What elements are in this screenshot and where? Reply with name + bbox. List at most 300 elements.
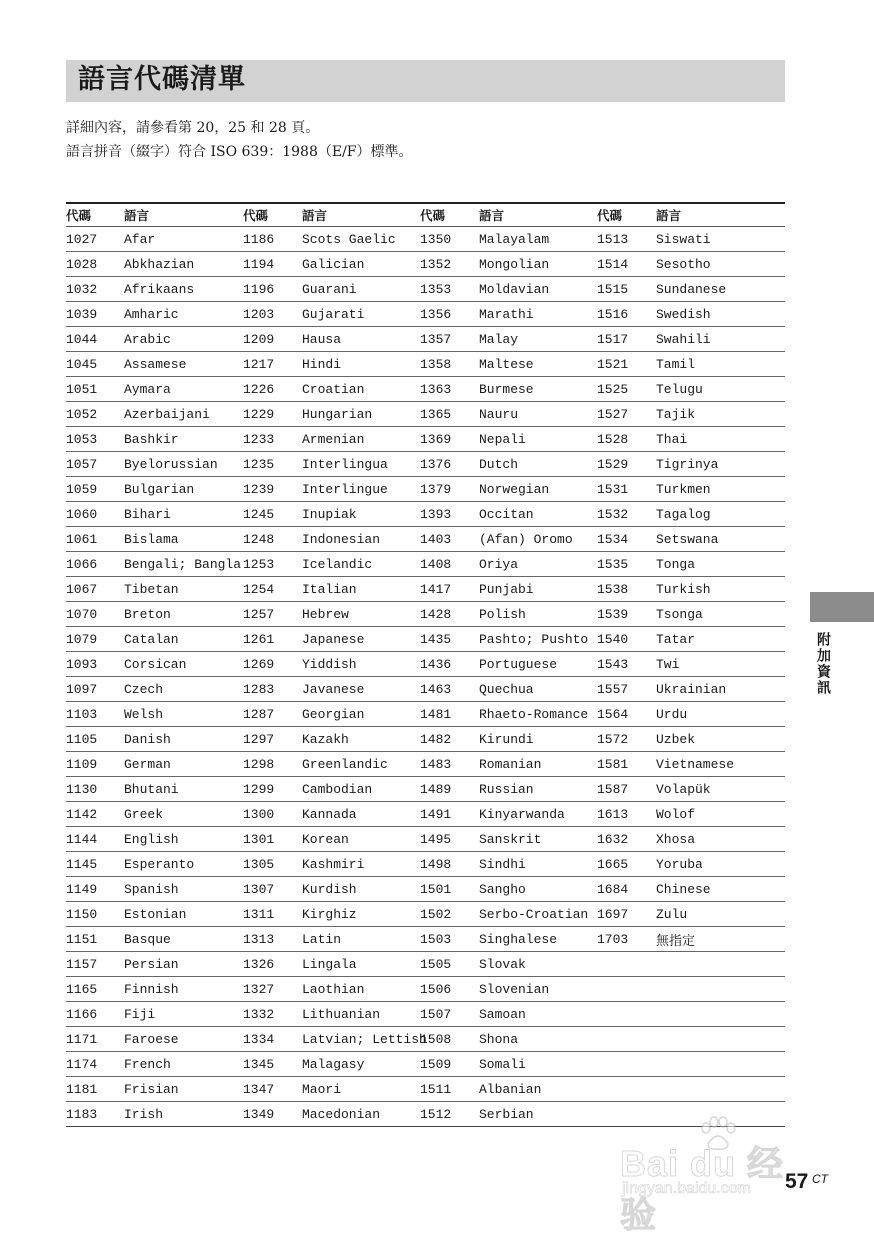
code-cell: 1093	[66, 652, 124, 677]
language-cell: Interlingue	[302, 477, 420, 502]
code-cell: 1203	[243, 302, 302, 327]
table-row	[66, 327, 785, 352]
code-cell: 1531	[597, 477, 656, 502]
table-row	[66, 277, 785, 302]
language-cell: Abkhazian	[124, 252, 243, 277]
code-cell: 1506	[420, 977, 479, 1002]
code-cell: 1298	[243, 752, 302, 777]
language-cell: Tonga	[656, 552, 785, 577]
table-body	[66, 227, 785, 1127]
code-cell: 1697	[597, 902, 656, 927]
code-cell	[597, 1027, 656, 1052]
language-cell: Bislama	[124, 527, 243, 552]
header-language: 語言	[479, 203, 597, 227]
language-cell: Shona	[479, 1027, 597, 1052]
code-cell: 1194	[243, 252, 302, 277]
language-cell: Icelandic	[302, 552, 420, 577]
code-cell: 1525	[597, 377, 656, 402]
watermark-url: jingyan.baidu.com	[622, 1180, 751, 1197]
language-cell: Norwegian	[479, 477, 597, 502]
language-cell: Maltese	[479, 352, 597, 377]
code-cell: 1326	[243, 952, 302, 977]
language-cell: Yiddish	[302, 652, 420, 677]
table-row	[66, 727, 785, 752]
code-cell: 1481	[420, 702, 479, 727]
language-cell: Occitan	[479, 502, 597, 527]
code-cell: 1109	[66, 752, 124, 777]
code-cell: 1028	[66, 252, 124, 277]
language-cell: 無指定	[656, 927, 785, 952]
language-cell: Faroese	[124, 1027, 243, 1052]
code-cell: 1538	[597, 577, 656, 602]
code-cell: 1581	[597, 752, 656, 777]
code-cell: 1511	[420, 1077, 479, 1102]
language-cell: Wolof	[656, 802, 785, 827]
table-row	[66, 852, 785, 877]
code-cell: 1229	[243, 402, 302, 427]
code-cell: 1044	[66, 327, 124, 352]
language-cell: Byelorussian	[124, 452, 243, 477]
language-cell: Tatar	[656, 627, 785, 652]
code-cell: 1145	[66, 852, 124, 877]
code-cell: 1428	[420, 602, 479, 627]
code-cell: 1572	[597, 727, 656, 752]
code-cell: 1352	[420, 252, 479, 277]
page-title: 語言代碼清單	[78, 64, 246, 95]
code-cell: 1196	[243, 277, 302, 302]
code-cell: 1332	[243, 1002, 302, 1027]
language-cell: Maori	[302, 1077, 420, 1102]
code-cell: 1528	[597, 427, 656, 452]
language-cell: Tsonga	[656, 602, 785, 627]
language-cell: Russian	[479, 777, 597, 802]
table-row	[66, 352, 785, 377]
language-cell: Sanskrit	[479, 827, 597, 852]
header-code: 代碼	[597, 203, 656, 227]
code-cell: 1463	[420, 677, 479, 702]
language-cell: Afar	[124, 227, 243, 252]
table-row	[66, 952, 785, 977]
language-cell: Malagasy	[302, 1052, 420, 1077]
language-cell: Kirghiz	[302, 902, 420, 927]
code-cell: 1079	[66, 627, 124, 652]
language-cell: Punjabi	[479, 577, 597, 602]
language-cell: Afrikaans	[124, 277, 243, 302]
language-cell: (Afan) Oromo	[479, 527, 597, 552]
language-cell: Tigrinya	[656, 452, 785, 477]
code-cell: 1053	[66, 427, 124, 452]
language-cell: Inupiak	[302, 502, 420, 527]
language-cell: Bhutani	[124, 777, 243, 802]
table-row	[66, 827, 785, 852]
language-cell: Ukrainian	[656, 677, 785, 702]
language-cell	[656, 1052, 785, 1077]
code-cell: 1130	[66, 777, 124, 802]
language-cell: Azerbaijani	[124, 402, 243, 427]
table-row	[66, 527, 785, 552]
language-cell: Laothian	[302, 977, 420, 1002]
code-cell: 1665	[597, 852, 656, 877]
language-cell: Guarani	[302, 277, 420, 302]
table-row	[66, 227, 785, 252]
language-cell: Zulu	[656, 902, 785, 927]
language-cell: Armenian	[302, 427, 420, 452]
code-cell: 1305	[243, 852, 302, 877]
language-cell: Tagalog	[656, 502, 785, 527]
code-cell: 1186	[243, 227, 302, 252]
language-cell: German	[124, 752, 243, 777]
code-cell: 1535	[597, 552, 656, 577]
table-row	[66, 252, 785, 277]
code-cell: 1057	[66, 452, 124, 477]
language-cell: Macedonian	[302, 1102, 420, 1127]
language-cell: Estonian	[124, 902, 243, 927]
language-cell: Sangho	[479, 877, 597, 902]
table-header-row	[66, 203, 785, 227]
header-code: 代碼	[420, 203, 479, 227]
code-cell: 1239	[243, 477, 302, 502]
code-cell: 1301	[243, 827, 302, 852]
table-row	[66, 652, 785, 677]
section-tab-label: 附加資訊	[815, 632, 831, 696]
language-cell: Rhaeto-Romance	[479, 702, 597, 727]
code-cell: 1489	[420, 777, 479, 802]
language-cell: Swahili	[656, 327, 785, 352]
table-row	[66, 627, 785, 652]
page-number-suffix: CT	[812, 1172, 828, 1186]
table-row	[66, 702, 785, 727]
code-cell: 1435	[420, 627, 479, 652]
code-cell: 1235	[243, 452, 302, 477]
language-cell: Finnish	[124, 977, 243, 1002]
language-cell: Basque	[124, 927, 243, 952]
code-cell: 1345	[243, 1052, 302, 1077]
code-cell: 1166	[66, 1002, 124, 1027]
language-cell: Quechua	[479, 677, 597, 702]
header-language: 語言	[302, 203, 420, 227]
table-row	[66, 502, 785, 527]
language-cell: Dutch	[479, 452, 597, 477]
code-cell: 1357	[420, 327, 479, 352]
language-cell: Sindhi	[479, 852, 597, 877]
code-cell: 1529	[597, 452, 656, 477]
table-row	[66, 927, 785, 952]
language-cell: Esperanto	[124, 852, 243, 877]
code-cell: 1059	[66, 477, 124, 502]
language-cell: Hindi	[302, 352, 420, 377]
language-cell: Javanese	[302, 677, 420, 702]
code-cell: 1253	[243, 552, 302, 577]
language-cell: French	[124, 1052, 243, 1077]
table-row	[66, 752, 785, 777]
language-cell: Kashmiri	[302, 852, 420, 877]
code-cell: 1157	[66, 952, 124, 977]
language-cell: Swedish	[656, 302, 785, 327]
code-cell: 1245	[243, 502, 302, 527]
table-row	[66, 802, 785, 827]
code-cell: 1632	[597, 827, 656, 852]
table-row	[66, 302, 785, 327]
language-cell: Slovenian	[479, 977, 597, 1002]
language-cell: Twi	[656, 652, 785, 677]
header-language: 語言	[124, 203, 243, 227]
code-cell: 1512	[420, 1102, 479, 1127]
language-cell: Greenlandic	[302, 752, 420, 777]
table-row	[66, 1052, 785, 1077]
language-cell: Moldavian	[479, 277, 597, 302]
language-cell: Tibetan	[124, 577, 243, 602]
language-cell: Lithuanian	[302, 1002, 420, 1027]
code-cell: 1144	[66, 827, 124, 852]
code-cell: 1495	[420, 827, 479, 852]
language-cell: Amharic	[124, 302, 243, 327]
code-cell: 1183	[66, 1102, 124, 1127]
language-cell: Bihari	[124, 502, 243, 527]
code-cell: 1061	[66, 527, 124, 552]
code-cell	[597, 1077, 656, 1102]
code-cell: 1483	[420, 752, 479, 777]
language-cell: Telugu	[656, 377, 785, 402]
code-cell	[597, 1052, 656, 1077]
code-cell: 1353	[420, 277, 479, 302]
language-cell: Czech	[124, 677, 243, 702]
code-cell: 1527	[597, 402, 656, 427]
language-cell: Cambodian	[302, 777, 420, 802]
code-cell: 1039	[66, 302, 124, 327]
code-cell: 1587	[597, 777, 656, 802]
language-cell: Gujarati	[302, 302, 420, 327]
code-cell: 1365	[420, 402, 479, 427]
language-cell: Japanese	[302, 627, 420, 652]
language-cell: Welsh	[124, 702, 243, 727]
language-cell: Nauru	[479, 402, 597, 427]
language-cell: Lingala	[302, 952, 420, 977]
language-cell: Kannada	[302, 802, 420, 827]
language-cell: Sundanese	[656, 277, 785, 302]
code-cell: 1356	[420, 302, 479, 327]
language-cell	[656, 1027, 785, 1052]
table-row	[66, 977, 785, 1002]
page-number: 57	[785, 1170, 809, 1193]
code-cell: 1417	[420, 577, 479, 602]
code-cell: 1498	[420, 852, 479, 877]
code-cell: 1363	[420, 377, 479, 402]
code-cell: 1521	[597, 352, 656, 377]
language-cell: Siswati	[656, 227, 785, 252]
language-cell: Hausa	[302, 327, 420, 352]
language-cell: Danish	[124, 727, 243, 752]
code-cell: 1505	[420, 952, 479, 977]
code-cell: 1369	[420, 427, 479, 452]
language-cell: Somali	[479, 1052, 597, 1077]
language-cell: Sesotho	[656, 252, 785, 277]
watermark	[620, 1118, 820, 1235]
language-cell: Persian	[124, 952, 243, 977]
code-cell: 1027	[66, 227, 124, 252]
code-cell: 1300	[243, 802, 302, 827]
code-cell: 1539	[597, 602, 656, 627]
code-cell: 1514	[597, 252, 656, 277]
code-cell: 1376	[420, 452, 479, 477]
language-cell: Turkish	[656, 577, 785, 602]
language-cell: Indonesian	[302, 527, 420, 552]
language-cell: Oriya	[479, 552, 597, 577]
header-code: 代碼	[243, 203, 302, 227]
code-cell: 1532	[597, 502, 656, 527]
code-cell: 1403	[420, 527, 479, 552]
language-cell: Fiji	[124, 1002, 243, 1027]
language-cell	[656, 1077, 785, 1102]
code-cell: 1297	[243, 727, 302, 752]
language-cell: Marathi	[479, 302, 597, 327]
language-cell: Serbian	[479, 1102, 597, 1127]
language-cell: Singhalese	[479, 927, 597, 952]
code-cell: 1299	[243, 777, 302, 802]
code-cell: 1307	[243, 877, 302, 902]
table-row	[66, 452, 785, 477]
code-cell: 1066	[66, 552, 124, 577]
table-row	[66, 777, 785, 802]
code-cell: 1516	[597, 302, 656, 327]
language-cell: Hungarian	[302, 402, 420, 427]
language-cell: Turkmen	[656, 477, 785, 502]
code-cell: 1482	[420, 727, 479, 752]
language-cell: Albanian	[479, 1077, 597, 1102]
table-row	[66, 377, 785, 402]
code-cell: 1515	[597, 277, 656, 302]
language-cell: Romanian	[479, 752, 597, 777]
language-cell: Arabic	[124, 327, 243, 352]
watermark-main: Bai du 经验	[620, 1143, 785, 1235]
code-cell: 1248	[243, 527, 302, 552]
code-cell: 1070	[66, 602, 124, 627]
code-cell: 1217	[243, 352, 302, 377]
intro-line-2: 語言拼音（綴字）符合 ISO 639：1988（E/F）標準。	[66, 144, 413, 160]
code-cell: 1534	[597, 527, 656, 552]
language-cell: Georgian	[302, 702, 420, 727]
language-cell: Korean	[302, 827, 420, 852]
code-cell	[597, 952, 656, 977]
language-cell: Kazakh	[302, 727, 420, 752]
language-cell: Polish	[479, 602, 597, 627]
language-cell: Scots Gaelic	[302, 227, 420, 252]
language-cell: Galician	[302, 252, 420, 277]
code-cell: 1209	[243, 327, 302, 352]
table-row	[66, 477, 785, 502]
code-cell: 1150	[66, 902, 124, 927]
code-cell: 1151	[66, 927, 124, 952]
language-cell: Corsican	[124, 652, 243, 677]
code-cell: 1491	[420, 802, 479, 827]
table-row	[66, 1027, 785, 1052]
title-bar	[66, 60, 785, 102]
code-cell: 1105	[66, 727, 124, 752]
language-cell: Irish	[124, 1102, 243, 1127]
language-cell: Uzbek	[656, 727, 785, 752]
code-cell: 1327	[243, 977, 302, 1002]
language-cell: Hebrew	[302, 602, 420, 627]
language-cell	[656, 952, 785, 977]
language-cell: Portuguese	[479, 652, 597, 677]
code-cell: 1517	[597, 327, 656, 352]
language-cell: Malay	[479, 327, 597, 352]
code-cell: 1564	[597, 702, 656, 727]
language-cell: Breton	[124, 602, 243, 627]
language-cell: Urdu	[656, 702, 785, 727]
code-cell: 1171	[66, 1027, 124, 1052]
code-cell: 1283	[243, 677, 302, 702]
table-row	[66, 677, 785, 702]
language-cell: Vietnamese	[656, 752, 785, 777]
code-cell: 1513	[597, 227, 656, 252]
code-cell	[597, 1002, 656, 1027]
code-cell: 1226	[243, 377, 302, 402]
language-cell: Xhosa	[656, 827, 785, 852]
language-cell: Catalan	[124, 627, 243, 652]
code-cell: 1509	[420, 1052, 479, 1077]
code-cell: 1508	[420, 1027, 479, 1052]
code-cell	[597, 977, 656, 1002]
language-cell: Croatian	[302, 377, 420, 402]
table-row	[66, 602, 785, 627]
language-cell	[656, 977, 785, 1002]
language-cell: Pashto; Pushto	[479, 627, 597, 652]
language-cell: Interlingua	[302, 452, 420, 477]
code-cell: 1436	[420, 652, 479, 677]
language-cell: Tamil	[656, 352, 785, 377]
language-cell: Slovak	[479, 952, 597, 977]
table-row	[66, 877, 785, 902]
language-cell: Kirundi	[479, 727, 597, 752]
language-cell: Aymara	[124, 377, 243, 402]
table-row	[66, 1077, 785, 1102]
code-cell: 1502	[420, 902, 479, 927]
language-cell: Kurdish	[302, 877, 420, 902]
code-cell: 1350	[420, 227, 479, 252]
intro-text	[66, 116, 413, 164]
code-cell: 1501	[420, 877, 479, 902]
header-language: 語言	[656, 203, 785, 227]
language-cell: Bashkir	[124, 427, 243, 452]
language-cell: Chinese	[656, 877, 785, 902]
code-cell: 1703	[597, 927, 656, 952]
table-row	[66, 577, 785, 602]
code-cell: 1142	[66, 802, 124, 827]
language-cell	[656, 1002, 785, 1027]
code-cell: 1347	[243, 1077, 302, 1102]
code-cell: 1543	[597, 652, 656, 677]
language-cell: Setswana	[656, 527, 785, 552]
code-cell: 1684	[597, 877, 656, 902]
language-cell: Serbo-Croatian	[479, 902, 597, 927]
language-cell: Kinyarwanda	[479, 802, 597, 827]
code-cell: 1540	[597, 627, 656, 652]
intro-line-1: 詳細內容，請參看第 20，25 和 28 頁。	[66, 120, 320, 136]
language-cell: Bulgarian	[124, 477, 243, 502]
code-cell: 1408	[420, 552, 479, 577]
language-cell: Malayalam	[479, 227, 597, 252]
language-cell: Greek	[124, 802, 243, 827]
language-cell: Tajik	[656, 402, 785, 427]
language-cell: Burmese	[479, 377, 597, 402]
code-cell: 1181	[66, 1077, 124, 1102]
language-cell: Italian	[302, 577, 420, 602]
code-cell: 1557	[597, 677, 656, 702]
code-cell: 1165	[66, 977, 124, 1002]
code-cell: 1334	[243, 1027, 302, 1052]
code-cell: 1349	[243, 1102, 302, 1127]
code-cell: 1067	[66, 577, 124, 602]
